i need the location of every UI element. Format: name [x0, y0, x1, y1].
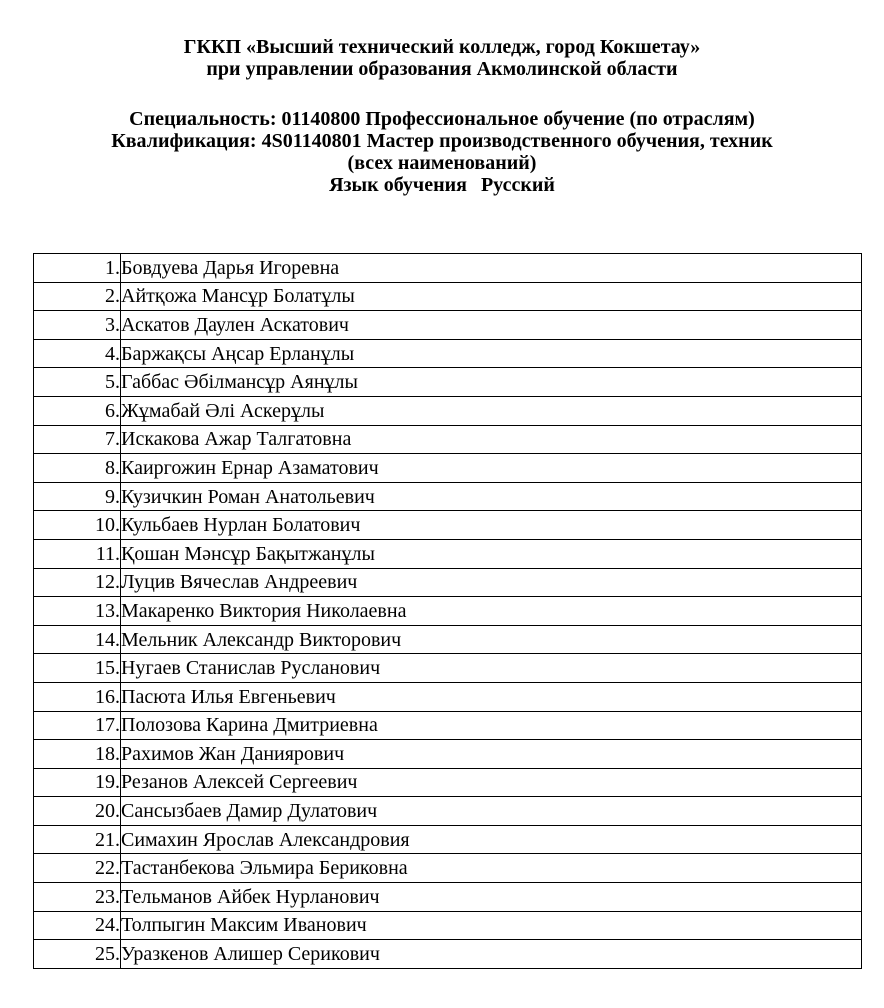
- row-number: 10.: [34, 511, 121, 540]
- language-label: Язык обучения: [329, 174, 467, 196]
- student-name: Жұмабай Әлі Аскерұлы: [121, 396, 862, 425]
- student-name: Бовдуева Дарья Игоревна: [121, 254, 862, 283]
- document-header: [0, 36, 884, 196]
- row-number: 23.: [34, 883, 121, 912]
- row-number: 25.: [34, 940, 121, 969]
- table-row: [34, 825, 862, 854]
- table-row: [34, 568, 862, 597]
- student-name: Кузичкин Роман Анатольевич: [121, 482, 862, 511]
- qualification-line-2: (всех наименований): [347, 152, 537, 174]
- table-row: [34, 768, 862, 797]
- row-number: 20.: [34, 797, 121, 826]
- table-row: [34, 911, 862, 940]
- table-row: [34, 282, 862, 311]
- student-name: Полозова Карина Дмитриевна: [121, 711, 862, 740]
- student-name: Луцив Вячеслав Андреевич: [121, 568, 862, 597]
- table-row: [34, 396, 862, 425]
- student-name: Сансызбаев Дамир Дулатович: [121, 797, 862, 826]
- student-name: Резанов Алексей Сергеевич: [121, 768, 862, 797]
- specialty-line: Специальность: 01140800 Профессиональное обучение (по отраслям): [129, 108, 755, 130]
- table-row: [34, 597, 862, 626]
- student-name: Тастанбекова Эльмира Бериковна: [121, 854, 862, 883]
- row-number: 21.: [34, 825, 121, 854]
- row-number: 8.: [34, 454, 121, 483]
- student-name: Уразкенов Алишер Серикович: [121, 940, 862, 969]
- table-row: [34, 682, 862, 711]
- row-number: 6.: [34, 396, 121, 425]
- student-name: Пасюта Илья Евгеньевич: [121, 682, 862, 711]
- student-name: Каиргожин Ернар Азаматович: [121, 454, 862, 483]
- table-row: [34, 482, 862, 511]
- table-row: [34, 654, 862, 683]
- language-line: [0, 174, 884, 196]
- language-value: Русский: [480, 174, 555, 196]
- table-row: [34, 539, 862, 568]
- table-row: [34, 254, 862, 283]
- table-row: [34, 883, 862, 912]
- student-name: Баржақсы Аңсар Ерланұлы: [121, 339, 862, 368]
- student-name: Симахин Ярослав Александровия: [121, 825, 862, 854]
- row-number: 17.: [34, 711, 121, 740]
- row-number: 15.: [34, 654, 121, 683]
- row-number: 9.: [34, 482, 121, 511]
- student-name: Искакова Ажар Талгатовна: [121, 425, 862, 454]
- student-name: Тельманов Айбек Нурланович: [121, 883, 862, 912]
- table-row: [34, 740, 862, 769]
- table-row: [34, 339, 862, 368]
- row-number: 2.: [34, 282, 121, 311]
- row-number: 19.: [34, 768, 121, 797]
- row-number: 5.: [34, 368, 121, 397]
- student-name: Аскатов Даулен Аскатович: [121, 311, 862, 340]
- table-row: [34, 454, 862, 483]
- row-number: 16.: [34, 682, 121, 711]
- table-row: [34, 425, 862, 454]
- student-name: Айтқожа Мансұр Болатұлы: [121, 282, 862, 311]
- student-name: Мельник Александр Викторович: [121, 625, 862, 654]
- row-number: 22.: [34, 854, 121, 883]
- qualification-line-1: Квалификация: 4S01140801 Мастер производственного обучения, техник: [111, 130, 773, 152]
- row-number: 7.: [34, 425, 121, 454]
- student-list-table: [33, 253, 862, 969]
- row-number: 13.: [34, 597, 121, 626]
- row-number: 4.: [34, 339, 121, 368]
- org-title-line-2: при управлении образования Акмолинской области: [206, 58, 678, 80]
- row-number: 12.: [34, 568, 121, 597]
- row-number: 1.: [34, 254, 121, 283]
- student-name: Кульбаев Нурлан Болатович: [121, 511, 862, 540]
- table-row: [34, 368, 862, 397]
- student-name: Нугаев Станислав Русланович: [121, 654, 862, 683]
- row-number: 24.: [34, 911, 121, 940]
- table-row: [34, 711, 862, 740]
- row-number: 18.: [34, 740, 121, 769]
- org-title-line-1: ГККП «Высший технический колледж, город Кокшетау»: [183, 36, 701, 58]
- row-number: 11.: [34, 539, 121, 568]
- table-row: [34, 797, 862, 826]
- student-name: Қошан Мәнсұр Бақытжанұлы: [121, 539, 862, 568]
- student-name: Рахимов Жан Даниярович: [121, 740, 862, 769]
- table-row: [34, 511, 862, 540]
- table-row: [34, 854, 862, 883]
- table-row: [34, 311, 862, 340]
- table-row: [34, 940, 862, 969]
- student-name: Макаренко Виктория Николаевна: [121, 597, 862, 626]
- row-number: 14.: [34, 625, 121, 654]
- table-row: [34, 625, 862, 654]
- student-name: Габбас Әбілмансұр Аянұлы: [121, 368, 862, 397]
- row-number: 3.: [34, 311, 121, 340]
- student-name: Толпыгин Максим Иванович: [121, 911, 862, 940]
